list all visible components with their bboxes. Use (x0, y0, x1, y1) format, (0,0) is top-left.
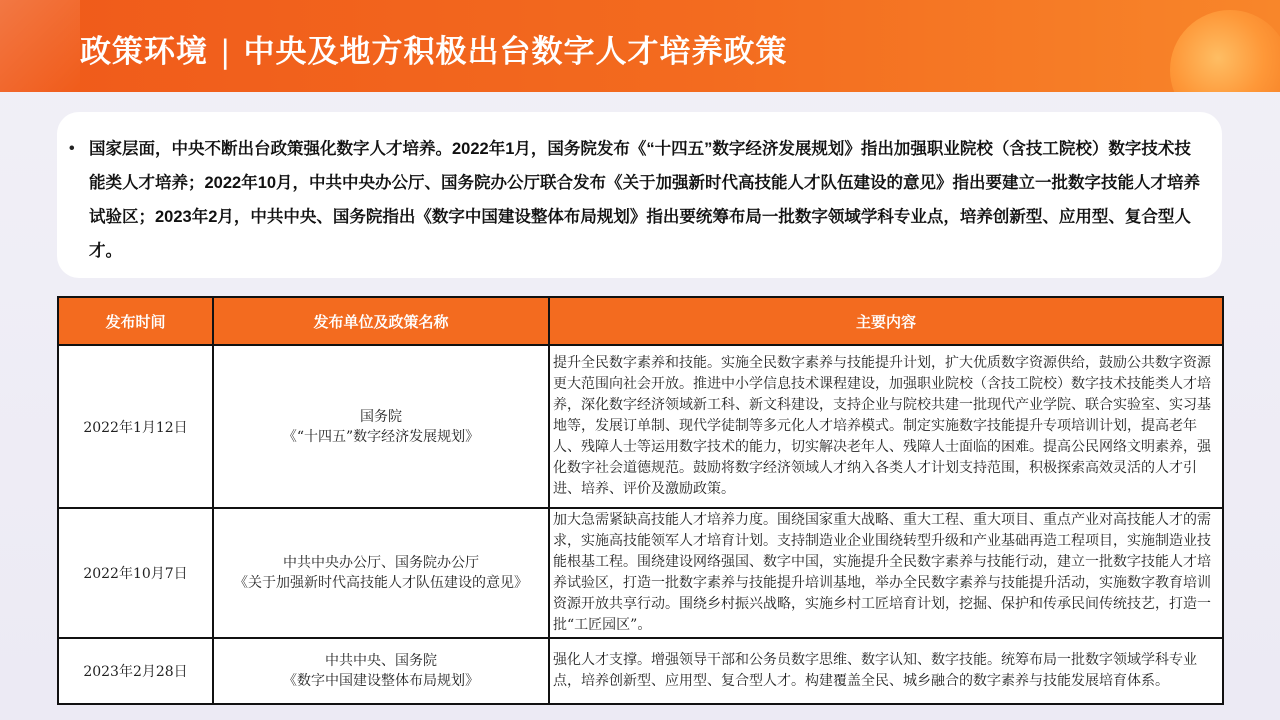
cell-unit-policy (213, 508, 549, 638)
cell-date: 2022年1月12日 (58, 345, 213, 508)
summary-text: 国家层面，中央不断出台政策强化数字人才培养。2022年1月，国务院发布《“十四五”数字经济发展规划》指出加强职业院校（含技工院校）数字技术技能类人才培养；2022年10月，中共中央办公厅、国务院办公厅联合发布《关于加强新时代高技能人才队伍建设的意见》指出要建立一批数字技能人才培养试验区；2023年2月，中共中央、国务院指出《数字中国建设整体布局规划》指出要统筹布局一批数字领域学科专业点，培养创新型、应用型、复合型人才。 (89, 140, 1201, 260)
table-header-row (58, 297, 1223, 345)
header-decoration-left (0, 0, 80, 92)
cell-content: 加大急需紧缺高技能人才培养力度。围绕国家重大战略、重大工程、重大项目、重点产业对高技能人才的需求，实施高技能领军人才培育计划。支持制造业企业围绕转型升级和产业基础再造工程项目，实施制造业技能根基工程。围绕建设网络强国、数字中国，实施提升全民数字素养与技能行动，建立一批数字技能人才培养试验区，打造一批数字素养与技能提升培训基地，举办全民数字素养与技能提升活动，实施数字教育培训资源开放共享行动。围绕乡村振兴战略，实施乡村工匠培育计划，挖掘、保护和传承民间传统技艺，打造一批“工匠园区”。 (549, 508, 1223, 638)
issuing-unit: 中共中央办公厅、国务院办公厅 (283, 555, 479, 571)
cell-unit-policy (213, 345, 549, 508)
summary-item (69, 132, 1207, 268)
cell-content: 强化人才支撑。增强领导干部和公务员数字思维、数字认知、数字技能。统筹布局一批数字领域学科专业点，培养创新型、应用型、复合型人才。构建覆盖全民、城乡融合的数字素养与技能发展培育体系。 (549, 638, 1223, 704)
cell-content: 提升全民数字素养和技能。实施全民数字素养与技能提升计划，扩大优质数字资源供给，鼓励公共数字资源更大范围向社会开放。推进中小学信息技术课程建设，加强职业院校（含技工院校）数字技术技能类人才培养，深化数字经济领域新工科、新文科建设，支持企业与院校共建一批现代产业学院、联合实验室、实习基地等，发展订单制、现代学徒制等多元化人才培养模式。制定实施数字技能提升专项培训计划，提高老年人、残障人士等运用数字技术的能力，切实解决老年人、残障人士面临的困难。提高公民网络文明素养，强化数字社会道德规范。鼓励将数字经济领域人才纳入各类人才计划支持范围，积极探索高效灵活的人才引进、培养、评价及激励政策。 (549, 345, 1223, 508)
column-header-date: 发布时间 (58, 297, 213, 345)
issuing-unit: 中共中央、国务院 (325, 653, 437, 669)
title-separator: | (220, 34, 232, 70)
policy-name: 《“十四五”数字经济发展规划》 (282, 428, 480, 445)
policy-name: 《关于加强新时代高技能人才队伍建设的意见》 (234, 575, 528, 591)
policy-table (57, 296, 1224, 705)
page-title-sub: 中央及地方积极出台数字人才培养政策 (243, 34, 788, 70)
cell-date: 2023年2月28日 (58, 638, 213, 704)
table-row (58, 508, 1223, 638)
header-decoration-orb (1170, 10, 1280, 92)
table-row (58, 345, 1223, 508)
page-title-main: 政策环境 (80, 34, 208, 70)
table-row (58, 638, 1223, 704)
policy-name: 《数字中国建设整体布局规划》 (283, 673, 479, 689)
bullet-icon: • (69, 140, 75, 157)
column-header-content: 主要内容 (549, 297, 1223, 345)
cell-date: 2022年10月7日 (58, 508, 213, 638)
issuing-unit: 国务院 (360, 408, 402, 425)
column-header-unit: 发布单位及政策名称 (213, 297, 549, 345)
header-banner (0, 0, 1280, 92)
page-title (80, 26, 787, 71)
summary-card (57, 112, 1222, 278)
cell-unit-policy (213, 638, 549, 704)
